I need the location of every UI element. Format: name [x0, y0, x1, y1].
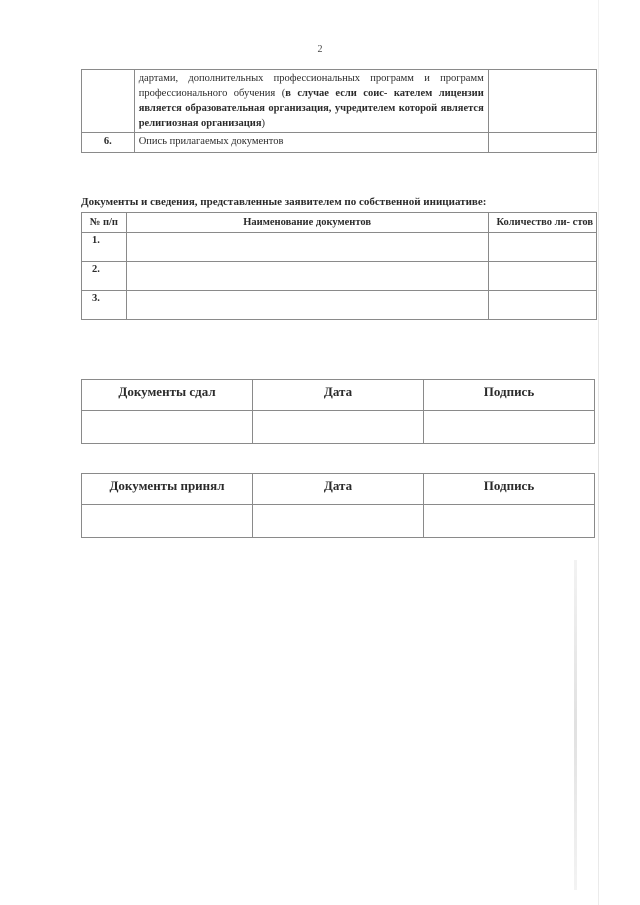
submitted-by-cell	[82, 411, 253, 444]
continuation-table	[81, 69, 597, 153]
row-number: 2.	[82, 262, 127, 291]
sheet-count-cell	[488, 291, 596, 320]
description-text: Опись прилагаемых документов	[138, 136, 284, 147]
accepted-signature-table	[81, 473, 595, 538]
table-row	[82, 70, 597, 133]
doc-name-cell	[126, 233, 488, 262]
table-row	[82, 133, 597, 153]
date-header: Дата	[253, 380, 424, 411]
section-heading: Документы и сведения, представленные заявителем по собственной инициативе:	[81, 196, 487, 208]
signature-cell	[424, 505, 595, 538]
page-number: 2	[317, 44, 323, 55]
row-number: 6.	[82, 133, 135, 153]
doc-name-cell	[126, 291, 488, 320]
row-description	[134, 133, 488, 153]
table-row	[82, 233, 597, 262]
date-cell	[253, 411, 424, 444]
signature-cell	[424, 411, 595, 444]
header-number: № п/п	[82, 213, 127, 233]
sheet-count-cell	[488, 233, 596, 262]
description-bold-text: в случае если соис- кателем лицензии является образовательная организация, учредителем которой является религиозная организация	[138, 88, 484, 129]
date-header: Дата	[253, 474, 424, 505]
table-row	[82, 411, 595, 444]
row-number: 3.	[82, 291, 127, 320]
signature-header: Подпись	[424, 380, 595, 411]
row-number	[82, 70, 135, 133]
row-number: 1.	[82, 233, 127, 262]
row-empty-cell	[488, 70, 596, 133]
description-text: дартами, дополнительных профессиональных программ и программ профессионального обучения (	[138, 73, 484, 99]
doc-name-cell	[126, 262, 488, 291]
table-row	[82, 291, 597, 320]
submitted-by-header: Документы сдал	[82, 380, 253, 411]
table-header-row	[82, 380, 595, 411]
scan-edge	[598, 0, 599, 905]
table-header-row	[82, 213, 597, 233]
row-description	[134, 70, 488, 133]
accepted-by-header: Документы принял	[82, 474, 253, 505]
description-tail: )	[261, 118, 266, 129]
scan-artifact	[574, 560, 577, 890]
voluntary-docs-table	[81, 212, 597, 320]
sheet-count-cell	[488, 262, 596, 291]
table-row	[82, 262, 597, 291]
header-sheet-count: Количество ли- стов	[488, 213, 596, 233]
accepted-by-cell	[82, 505, 253, 538]
submitted-signature-table	[81, 379, 595, 444]
date-cell	[253, 505, 424, 538]
table-header-row	[82, 474, 595, 505]
signature-header: Подпись	[424, 474, 595, 505]
table-row	[82, 505, 595, 538]
row-empty-cell	[488, 133, 596, 153]
header-doc-name: Наименование документов	[126, 213, 488, 233]
